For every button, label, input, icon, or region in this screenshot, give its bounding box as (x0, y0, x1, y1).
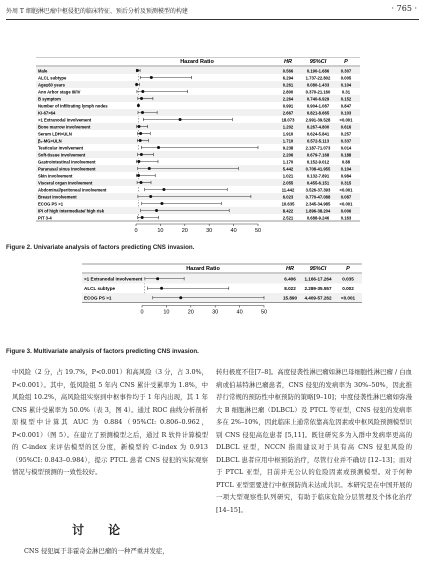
hr-point (140, 181, 143, 184)
p-value: 0.006 (340, 208, 352, 214)
p-value: 0.002 (342, 286, 354, 292)
row-label: PIT 3-4 (38, 215, 52, 221)
x-tick-label: 0 (140, 309, 144, 316)
row-label: β₂-MG>ULN (38, 138, 62, 144)
col-header-ci: 95%CI (309, 59, 327, 65)
row-label: Testicular involvement (38, 145, 84, 151)
row-label: >1 Extranodal involvement (38, 117, 92, 123)
row-label: ALCL subtype (84, 286, 116, 292)
hr-point (155, 209, 158, 212)
hr-point (141, 216, 144, 219)
row-label: Paranasal sinus involvement (38, 166, 96, 172)
x-tick-label: 40 (236, 309, 243, 316)
ci-value: 0.679-7.168 (306, 152, 330, 158)
row-label: Number of infiltrating lymph nodes (38, 103, 108, 109)
figure3-forest-plot (0, 256, 427, 338)
x-tick-label: 50 (254, 228, 262, 234)
ci-value: 1.896-38.204 (305, 208, 331, 214)
hr-value: 0.566 (282, 68, 294, 74)
hr-point (137, 125, 140, 128)
row-label: ECOG PS >1 (84, 295, 112, 301)
p-value: 0.31 (341, 89, 351, 95)
hr-value: 9.238 (282, 145, 294, 151)
hr-value: 6.023 (282, 194, 294, 200)
col-header-hazard-ratio: Hazard Ratio (186, 266, 220, 272)
hr-value: 1.910 (282, 131, 294, 137)
hr-value: 2.055 (282, 180, 294, 186)
col-header-p: P (344, 59, 348, 65)
p-value: 0.014 (340, 145, 352, 151)
ci-value: 1.166-17.264 (304, 276, 332, 282)
x-tick-label: 30 (212, 309, 219, 316)
ci-value: 0.080-1.433 (306, 82, 330, 88)
ci-value: 2.345-34.985 (305, 201, 331, 207)
hr-value: 6.294 (282, 75, 294, 81)
hr-point (137, 174, 140, 177)
ci-value: 0.132-7.891 (306, 173, 330, 179)
p-value: 0.005 (340, 75, 352, 81)
hr-value: 18.073 (281, 117, 295, 123)
hr-point (162, 188, 165, 191)
running-title: 外周 T 细胞淋巴瘤中枢侵犯的临床特征、预后分析及预测模型的构建 (6, 8, 188, 15)
x-tick-label: 50 (260, 309, 268, 316)
hr-point (157, 146, 160, 149)
p-value: 0.984 (340, 173, 352, 179)
header-rule (6, 19, 419, 20)
ci-value: 2.991-39.528 (305, 117, 331, 123)
col-header-p: P (346, 266, 350, 272)
ci-value: 0.190-1.686 (306, 68, 330, 74)
ci-value: 0.770-47.088 (305, 194, 331, 200)
row-label: Age≥60 years (38, 82, 65, 88)
hr-point (139, 132, 142, 135)
hr-value: 0.991 (282, 103, 294, 109)
hr-point (148, 167, 151, 170)
ci-value: 0.267-4.800 (306, 124, 330, 130)
hr-value: 2.521 (282, 215, 294, 221)
left-column-bottom (12, 545, 208, 558)
ci-value: 4.409-57.262 (304, 295, 332, 301)
ci-value: 0.624-5.841 (306, 131, 330, 137)
p-value: 0.103 (340, 110, 352, 116)
row-label: B symptom (38, 96, 61, 102)
figure3-caption: Figure 3. Multivariate analysis of factors predicting CNS invasion. (6, 348, 199, 355)
p-value: 0.847 (340, 103, 352, 109)
figure2-caption: Figure 2. Univariate analysis of factors predicting CNS invasion. (6, 244, 195, 251)
hr-point (179, 296, 182, 299)
row-label: >1 Extranodal involvement (84, 276, 143, 282)
row-label: Skin involvement (38, 173, 73, 179)
ci-value: 0.370-21.160 (305, 89, 331, 95)
ci-value: 2.289-35.557 (304, 286, 332, 292)
hr-point (149, 195, 152, 198)
p-value: <0.001 (340, 295, 356, 301)
hr-point (137, 104, 140, 107)
p-value: <0.001 (339, 117, 353, 123)
p-value: 0.104 (340, 166, 352, 172)
p-value: 0.88 (341, 159, 351, 165)
hr-value: 15.890 (282, 295, 298, 301)
hr-value: 2.206 (282, 152, 294, 158)
ci-value: 0.904-1.087 (306, 103, 330, 109)
p-value: 0.257 (340, 131, 352, 137)
x-tick-label: 10 (157, 228, 164, 234)
ci-value: 0.708-41.955 (305, 166, 331, 172)
hr-point (150, 76, 153, 79)
section-title: 讨 论 (72, 523, 131, 537)
x-tick-label: 0 (134, 228, 138, 234)
hr-point (135, 83, 138, 86)
hr-value: 2.667 (282, 110, 294, 116)
ci-value: 0.572-5.113 (306, 138, 330, 144)
hr-point (141, 111, 144, 114)
p-value: 0.035 (342, 276, 354, 282)
x-tick-label: 20 (181, 228, 188, 234)
hr-point (160, 202, 163, 205)
ci-value: 0.821-8.665 (306, 110, 330, 116)
col-header-hazard-ratio: Hazard Ratio (180, 59, 214, 65)
hr-point (156, 277, 159, 280)
ci-value: 1.737-22.802 (305, 75, 331, 81)
col-header-hr: HR (286, 266, 294, 272)
left-paragraph-2: CNS 侵犯属于非霍奇金淋巴瘤的一种严重并发症， (24, 547, 169, 555)
hr-point (141, 90, 144, 93)
p-value: 0.152 (340, 96, 352, 102)
row-label: Abdominal/peritoneal involvement (38, 187, 107, 193)
hr-value: 6.406 (284, 276, 296, 282)
row-label: IPI of high intermediate/ high risk (38, 208, 105, 214)
row-label: Soft-tissue involvement (38, 152, 86, 158)
left-paragraph-1: 中风险（2 分，占 19.7%，P<0.001）和高风险（3 分，占 3.0%，P<0.001）。其中，低风险组 5 年内 CNS 累计受累率为 1.8%，中风险组 10.2%，高风险组实察到中枢事件均于 1 年内出现，其 1 年 CNS 累计受累率为 50.0%（表 3，图 4）。通过 ROC 曲线分析剖析原模型中计算其 AUC 为 0.884（95%CI: 0.806–0.962，P<0.001）（图 5）。在建立了预测模型之后，通过 R 软件计算模型的 C-index 来评估模型的区分度，新模型的 C-index 为 0.913（95%CI: 0.843–0.984），提示 PTCL 患者 CNS 侵犯的实际观察情况与模型预测的一致性较好。 (12, 368, 208, 476)
p-value: 0.337 (340, 138, 352, 144)
row-label: Bone marrow involvement (38, 124, 91, 130)
hr-value: 1.021 (282, 173, 294, 179)
hr-value: 1.202 (282, 124, 294, 130)
ci-value: 0.152-9.012 (306, 159, 330, 165)
col-header-ci: 95%CI (309, 266, 327, 272)
row-label: Ann Arbor stage III/IV (38, 89, 81, 95)
hr-point (140, 153, 143, 156)
ci-value: 2.187-71.073 (305, 145, 331, 151)
hr-value: 8.022 (284, 286, 296, 292)
hr-value: 11.442 (281, 187, 295, 193)
ci-value: 0.455-6.151 (306, 180, 330, 186)
right-paragraph: 转归极度不佳[7–8]。高度侵袭性淋巴瘤如淋巴母细胞性淋巴瘤 / 白血病或伯基特淋巴瘤患者，CNS 侵犯的发病率为 30%–50%，因此推荐行常规的预防性中枢预防的策略[9–10]；中度侵袭性淋巴瘤如弥漫大 B 细胞淋巴瘤（DLBCL）及 PTCL 等亚型，CNS 侵犯的发病率多在 2%–10%，因此临床上通常依靠高危因素或中枢风险预测模型识别 CNS 侵犯高危患者 [5,11]。既往研究多为入群中发病率更高的 DLBCL 亚型，NCCN 指南建议对于具有高 CNS 侵犯风险的 DLBCL 患者应用中枢预防治疗，尽管行业并不确切 [12–13]；而对于 PTCL 亚型，目前并无公认的危险因素或预测模型。对于何种 PTCL 亚型需要进行中枢预防尚未达成共识。本研究是在中国开展的一项大型观察性队列研究，有助于临床危险分层管理及个体化治疗 [14–15]。 (216, 368, 412, 514)
row-label: Gastrointestinal involvement (38, 159, 96, 165)
p-value: <0.001 (339, 187, 353, 193)
x-tick-label: 20 (187, 309, 194, 316)
p-value: 0.087 (340, 194, 352, 200)
page-number: · 765 · (391, 4, 417, 13)
row-label: Male (38, 68, 48, 74)
running-header (6, 4, 417, 18)
hr-point (140, 97, 143, 100)
p-value: 0.307 (340, 68, 352, 74)
row-label: Ki-67>64 (38, 110, 56, 116)
col-header-hr: HR (284, 59, 292, 65)
p-value: 0.104 (340, 82, 352, 88)
p-value: <0.001 (339, 201, 353, 207)
row-label: ECOG PS >1 (38, 201, 64, 207)
x-tick-label: 40 (230, 228, 237, 234)
row-label: Breast involvement (38, 194, 77, 200)
left-column (12, 366, 208, 479)
figure2-forest-plot (0, 57, 427, 237)
hr-value: 1.170 (282, 159, 294, 165)
ci-value: 0.688-9.246 (306, 215, 330, 221)
hr-value: 0.261 (282, 82, 294, 88)
x-tick-label: 10 (163, 309, 170, 316)
hr-point (137, 160, 140, 163)
hr-value: 2.264 (282, 96, 294, 102)
hr-point (136, 69, 139, 72)
hr-value: 1.710 (282, 138, 294, 144)
hr-point (179, 118, 182, 121)
p-value: 0.616 (340, 124, 352, 130)
hr-value: 10.635 (281, 201, 295, 207)
hr-point (139, 139, 142, 142)
p-value: 0.163 (340, 215, 352, 221)
ci-value: 3.526-37.393 (305, 187, 331, 193)
hr-value: 8.422 (282, 208, 294, 214)
hr-point (160, 287, 163, 290)
x-tick-label: 30 (206, 228, 213, 234)
p-value: 0.315 (340, 180, 352, 186)
hr-value: 5.442 (282, 166, 294, 172)
row-label: Visceral organ involvement (38, 180, 93, 186)
right-column (216, 366, 412, 516)
p-value: 0.188 (340, 152, 352, 158)
ci-value: 0.740-6.929 (306, 96, 330, 102)
hr-value: 2.800 (282, 89, 294, 95)
row-label: Serum LDH>ULN (38, 131, 72, 137)
row-label: ALCL subtype (38, 75, 67, 81)
